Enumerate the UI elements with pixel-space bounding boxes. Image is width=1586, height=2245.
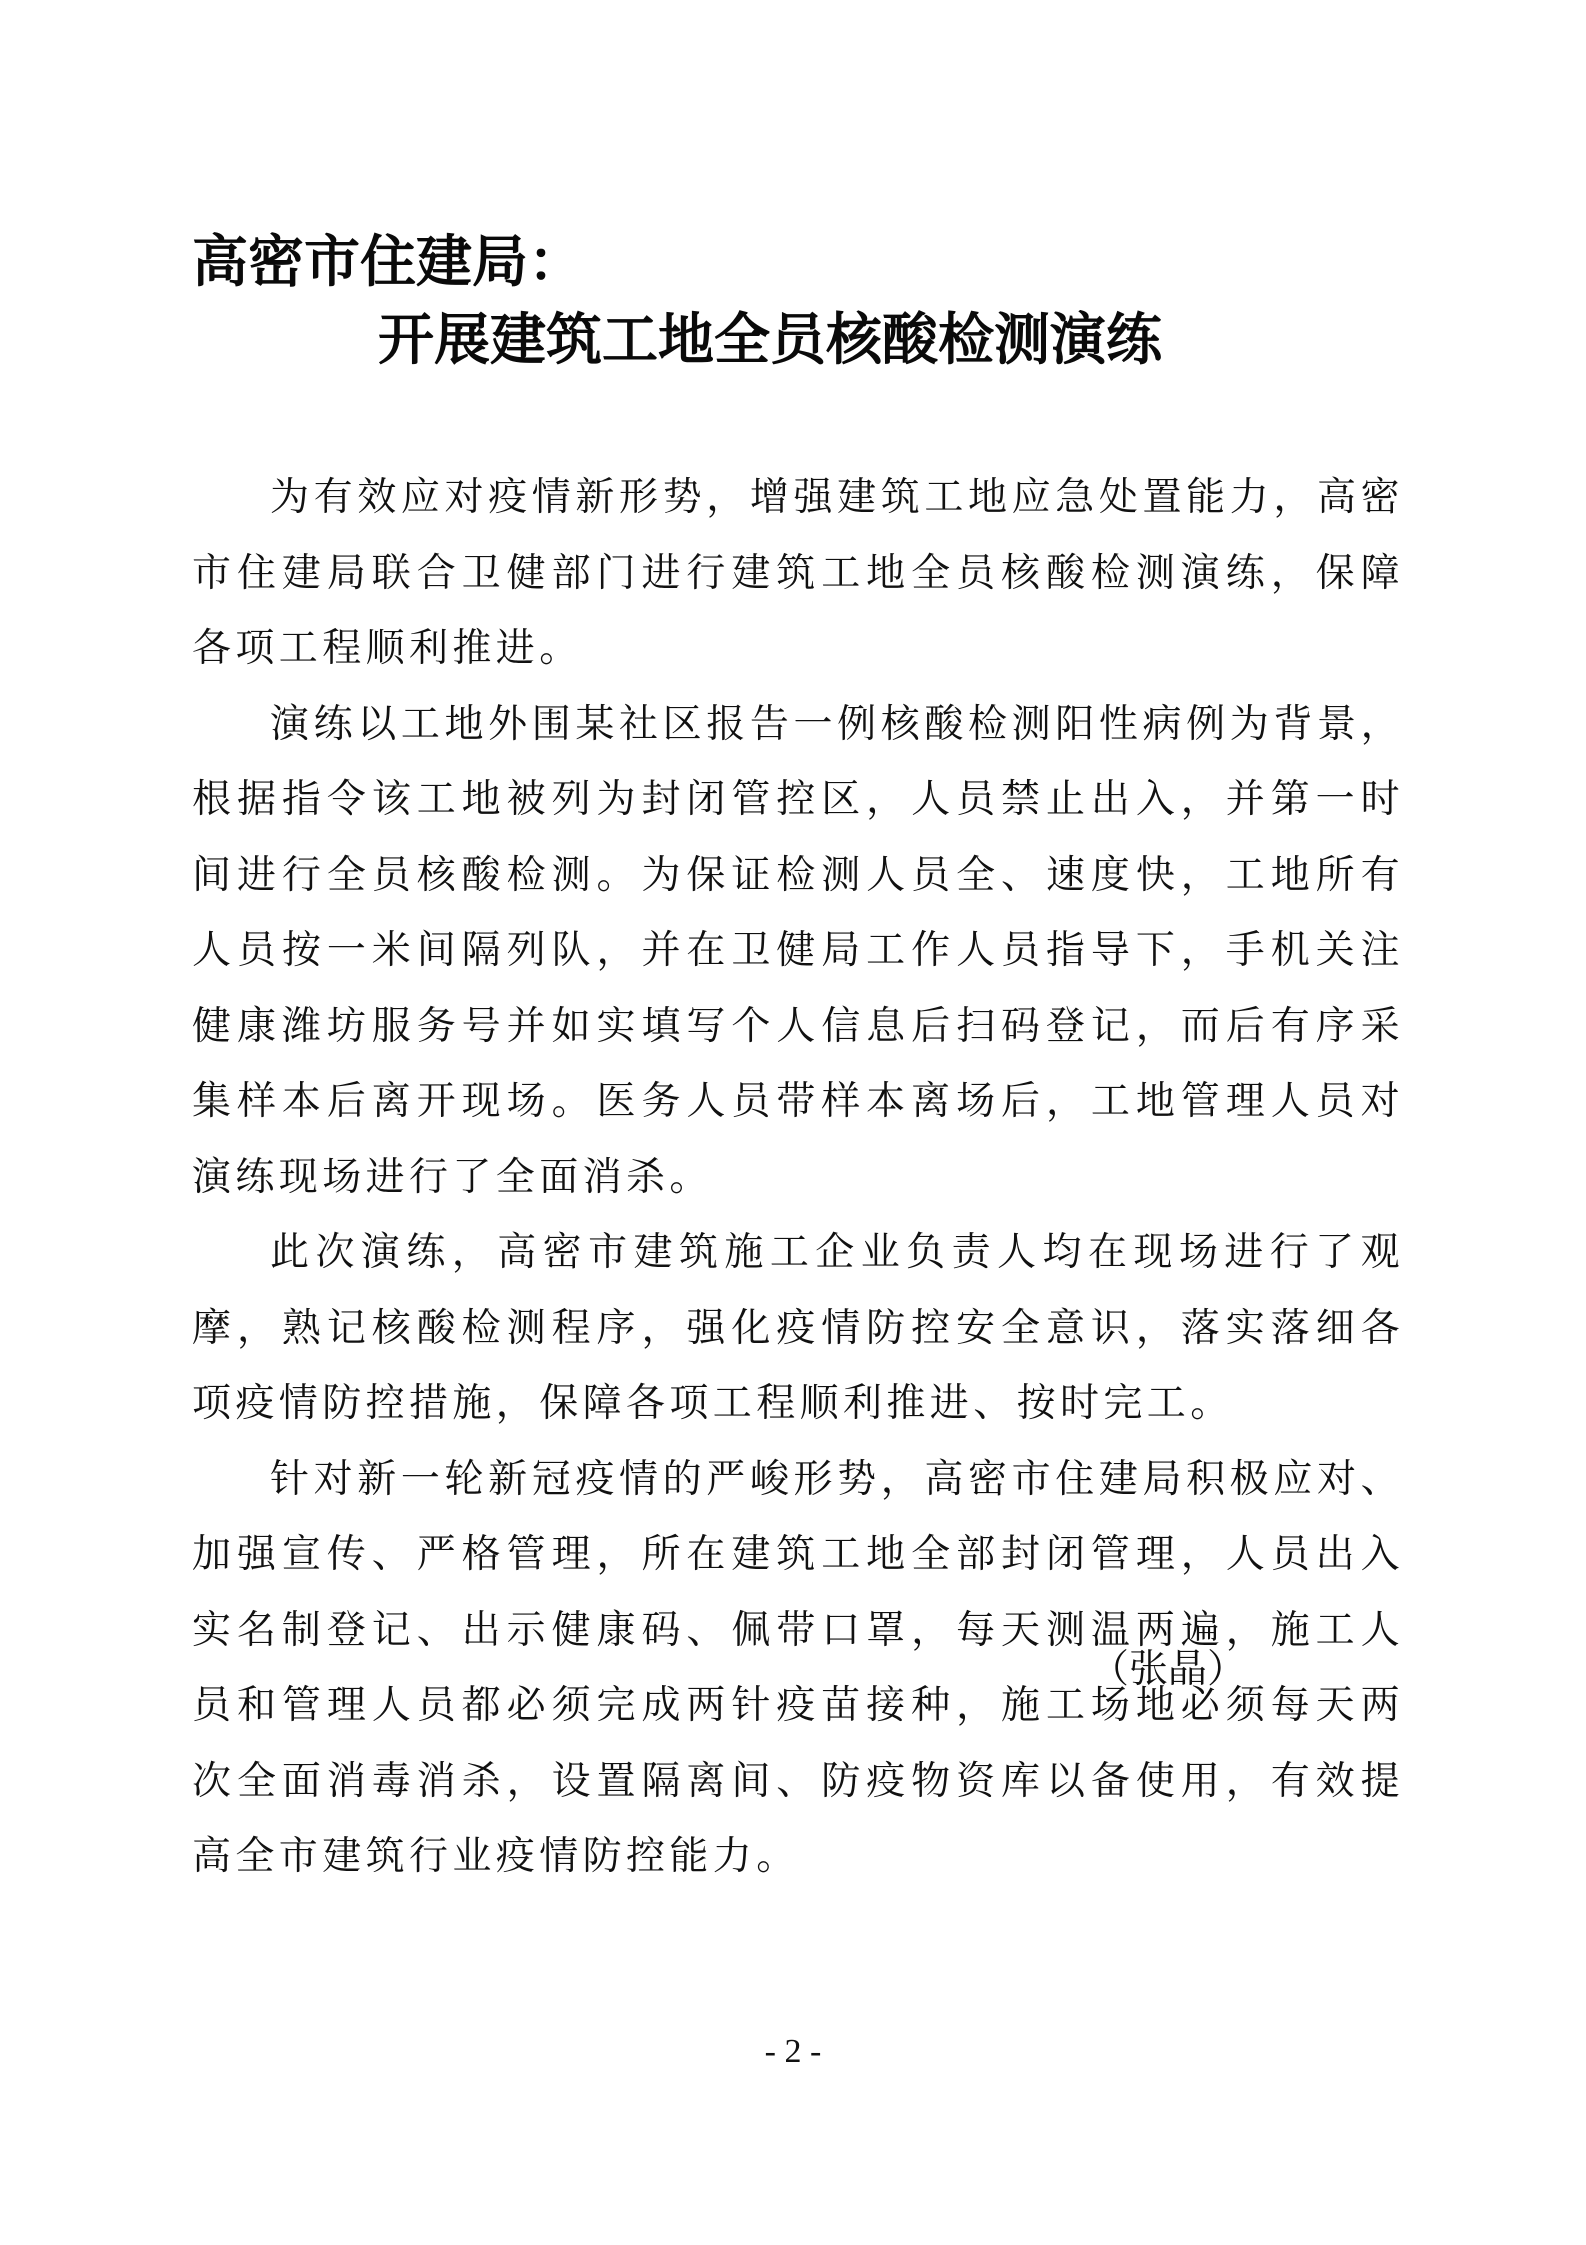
page-number: - 2 - xyxy=(764,2033,822,2070)
author-signature: （张晶） xyxy=(1090,1647,1247,1692)
paragraph: 针对新一轮新冠疫情的严峻形势，高密市住建局积极应对、加强宣传、严格管理，所在建筑工地全部封闭管理，人员出入实名制登记、出示健康码、佩带口罩，每天测温两遍，施工人员和管理人员都必须完成两针疫苗接种，施工场地必须每天两次全面消毒消杀，设置隔离间、防疫物资库以备使用，有效提高全市建筑行业疫情防控能力。 xyxy=(192,1456,1404,1879)
paragraph: 此次演练，高密市建筑施工企业负责人均在现场进行了观摩，熟记核酸检测程序，强化疫情防控安全意识，落实落细各项疫情防控措施，保障各项工程顺利推进、按时完工。 xyxy=(192,1230,1404,1426)
title-line-2: 开展建筑工地全员核酸检测演练 xyxy=(378,307,1162,373)
paragraph: 演练以工地外围某社区报告一例核酸检测阳性病例为背景，根据指令该工地被列为封闭管控区，人员禁止出入，并第一时间进行全员核酸检测。为保证检测人员全、速度快，工地所有人员按一米间隔列队，并在卫健局工作人员指导下，手机关注健康潍坊服务号并如实填写个人信息后扫码登记，而后有序采集样本后离开现场。医务人员带样本离场后，工地管理人员对演练现场进行了全面消杀。 xyxy=(192,701,1404,1200)
paragraph: 为有效应对疫情新形势，增强建筑工地应急处置能力，高密市住建局联合卫健部门进行建筑工地全员核酸检测演练，保障各项工程顺利推进。 xyxy=(192,475,1404,671)
title-line-1: 高密市住建局： xyxy=(192,229,584,295)
